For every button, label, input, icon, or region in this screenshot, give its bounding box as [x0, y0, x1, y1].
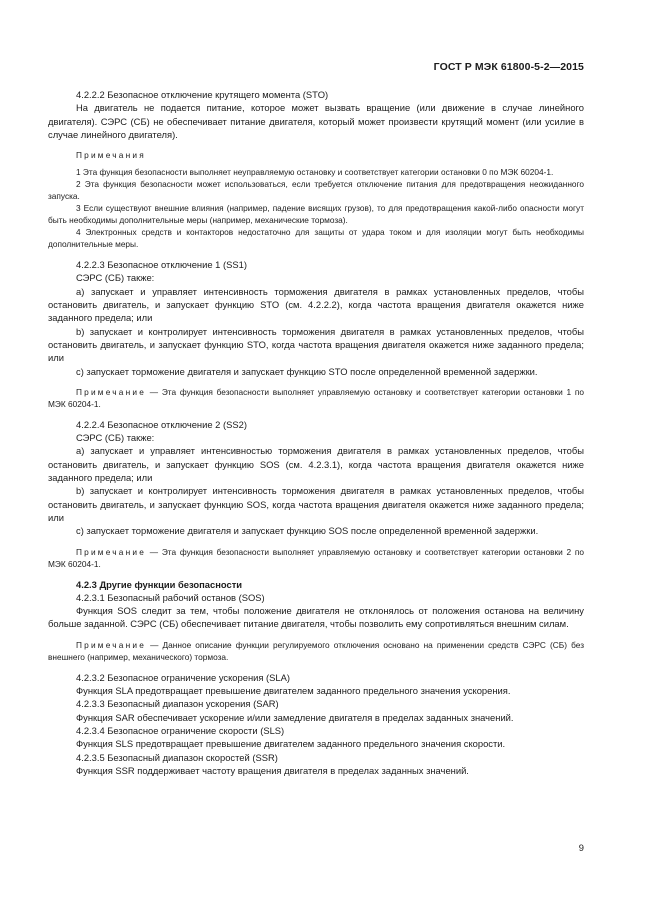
section-4-2-2-3-heading: 4.2.2.3 Безопасное отключение 1 (SS1) — [76, 259, 247, 271]
section-4-2-3-2-text: Функция SLA предотвращает превышение двигателем заданного предельного значения ускорения. — [76, 685, 511, 697]
note-label: Примечание — [76, 639, 147, 650]
section-4-2-2-4-item-b: b) запускает и контролирует интенсивность торможения двигателя в рамках установленных пределов, чтобы остановить двигатель, и запускает функцию SOS, когда частота вращения двигателя окажется ниже заданного предела; или — [48, 485, 584, 523]
section-4-2-2-3-item-b: b) запускает и контролирует интенсивность торможения двигателя в рамках установленных пределов, чтобы остановить двигатель, и запускает функцию STO, когда частота вращения двигателя окажется ниже заданного предела; или — [48, 325, 584, 364]
section-4-2-3-5-text: Функция SSR поддерживает частоту вращения двигателя в пределах заданных значений. — [76, 764, 469, 776]
section-4-2-2-4-heading: 4.2.2.4 Безопасное отключение 2 (SS2) — [76, 418, 247, 430]
section-4-2-2-4-item-c: c) запускает торможение двигателя и запускает функцию SOS после определенной временной задержки. — [76, 525, 539, 537]
section-4-2-2-3-item-a: a) запускает и управляет интенсивность торможения двигателя в рамках установленных пределов, чтобы остановить двигатель, и запускает функцию STO (см. 4.2.2.2), когда частота вращения двигателя окажется ниже заданного предела; или — [48, 285, 584, 324]
note-2: 2 Эта функция безопасности может использоваться, если требуется отключение питания для предотвращения неожиданного запуска. — [48, 179, 584, 202]
section-4-2-2-3-intro: СЭРС (СБ) также: — [76, 272, 155, 284]
standard-header: ГОСТ Р МЭК 61800-5-2—2015 — [433, 61, 584, 73]
section-4-2-2-4-item-a: a) запускает и управляет интенсивностью торможения двигателя в рамках установленных пределов, чтобы остановить двигатель, и запускает функцию SOS (см. 4.2.3.1), когда частота вращения двигателя окажется ниже заданного предела; или — [48, 445, 584, 484]
note-4: 4 Электронных средств и контакторов недостаточно для защиты от удара током и для изоляции могут быть необходимы дополнительные меры. — [48, 227, 584, 250]
section-4-2-3-4-text: Функция SLS предотвращает превышение двигателем заданного предельного значения скорости. — [76, 738, 506, 750]
section-4-2-2-4-intro: СЭРС (СБ) также: — [76, 432, 155, 444]
section-4-2-3-2-heading: 4.2.3.2 Безопасное ограничение ускорения (SLA) — [76, 671, 291, 683]
section-4-2-3-4-heading: 4.2.3.4 Безопасное ограничение скорости (SLS) — [76, 724, 285, 736]
section-4-2-2-2-text: На двигатель не подается питание, которое может вызвать вращение (или движение в случае линейного двигателя). СЭРС (СБ) не обеспечивает питание двигателя, который может произвести крутящий момент (или усилие в случае линейного двигателя). — [48, 102, 584, 140]
section-4-2-2-4-note — [48, 546, 584, 570]
section-4-2-3-5-heading: 4.2.3.5 Безопасный диапазон скоростей (SSR) — [76, 751, 278, 763]
section-4-2-3-heading: 4.2.3 Другие функции безопасности — [76, 578, 243, 590]
note-text: — Эта функция безопасности выполняет управляемую остановку и соответствует категории остановки 2 по МЭК 60204-1. — [48, 546, 584, 569]
section-4-2-3-3-text: Функция SAR обеспечивает ускорение и/или замедление двигателя в пределах заданных значений. — [76, 711, 514, 723]
page-number: 9 — [578, 842, 584, 853]
section-4-2-3-1-text: Функция SOS следит за тем, чтобы положение двигателя не отклонялось от положения останова на величину больше заданной. СЭРС (СБ) обеспечивает питание двигателя, чтобы позволить ему сопротивляться внешним силам. — [48, 605, 584, 630]
notes-title: Примечания — [76, 150, 146, 161]
note-text: — Эта функция безопасности выполняет управляемую остановку и соответствует категории остановки 1 по МЭК 60204-1. — [48, 386, 584, 409]
section-4-2-2-3-note — [48, 386, 584, 410]
note-1: 1 Эта функция безопасности выполняет неуправляемую остановку и соответствует категории остановки 0 по МЭК 60204-1. — [76, 167, 554, 178]
note-text: — Данное описание функции регулируемого отключения основано на применении средств СЭРС (СБ) без внешнего (например, механического) тормоза. — [48, 639, 584, 662]
section-4-2-2-3-item-c: c) запускает торможение двигателя и запускает функцию STO после определенной временной задержки. — [76, 365, 538, 377]
section-4-2-3-1-heading: 4.2.3.1 Безопасный рабочий останов (SOS) — [76, 591, 265, 603]
note-label: Примечание — [76, 386, 147, 397]
note-3: 3 Если существуют внешние влияния (например, падение висящих грузов), то для предотвращения какой-либо опасности могут быть необходимы дополнительные меры (например, механические тормоза). — [48, 203, 584, 226]
section-4-2-3-1-note — [48, 639, 584, 663]
section-4-2-2-2-heading: 4.2.2.2 Безопасное отключение крутящего момента (STO) — [76, 89, 329, 100]
page-content — [48, 88, 584, 777]
note-label: Примечание — [76, 546, 147, 557]
section-4-2-3-3-heading: 4.2.3.3 Безопасный диапазон ускорения (SAR) — [76, 698, 279, 710]
